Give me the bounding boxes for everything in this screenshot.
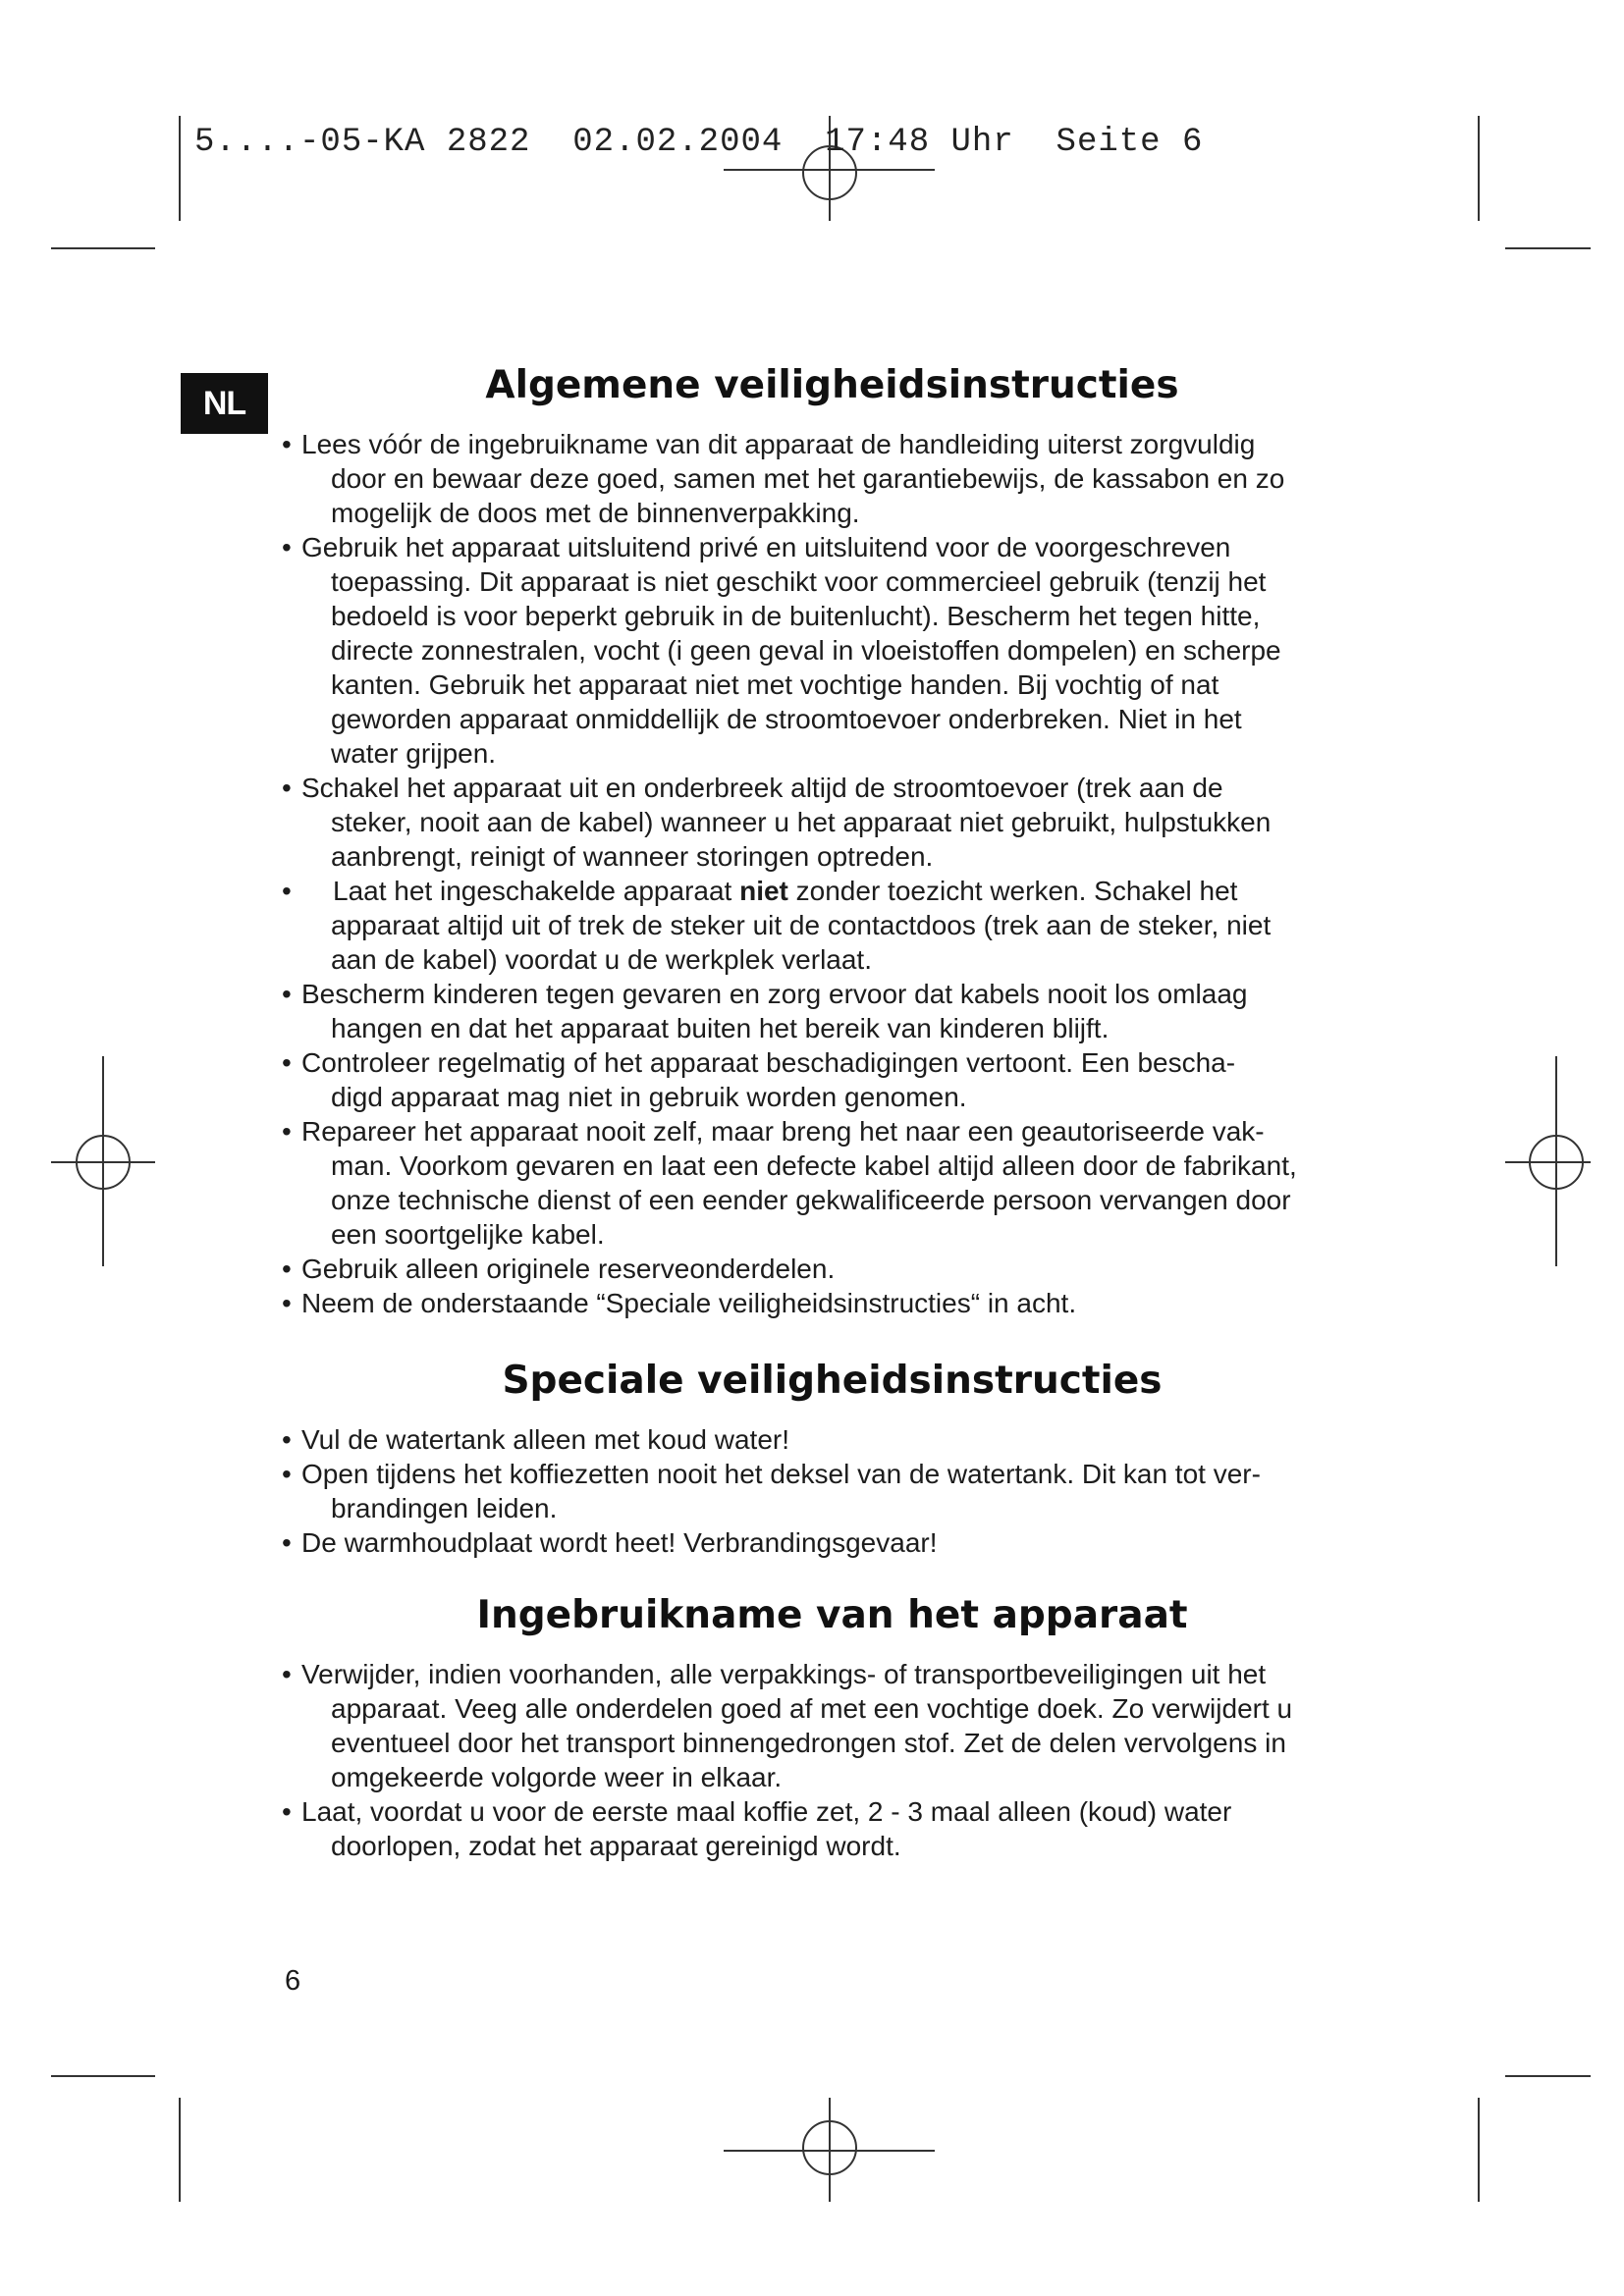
general-safety-list bbox=[282, 427, 1396, 1320]
list-item: • Open tijdens het koffiezetten nooit het deksel van de watertank. Dit kan tot ver- brandingen leiden. bbox=[282, 1459, 1261, 1523]
section-title-first-use: Ingebruikname van het apparaat bbox=[476, 1593, 1188, 1637]
print-slug-line: 5....-05-KA 2822 02.02.2004 17:48 Uhr Seite 6 bbox=[194, 124, 1204, 161]
list-item: • Schakel het apparaat uit en onderbreek altijd de stroomtoevoer (trek aan de steker, nooit aan de kabel) wanneer u het apparaat niet gebruikt, hulpstukken aanbrengt, reinigt of wanneer storingen optreden. bbox=[282, 773, 1272, 872]
special-safety-list bbox=[282, 1422, 1396, 1560]
section-title-special-safety: Speciale veiligheidsinstructies bbox=[502, 1359, 1163, 1403]
language-tab: NL bbox=[181, 373, 268, 434]
list-item: • Bescherm kinderen tegen gevaren en zorg ervoor dat kabels nooit los omlaag hangen en dat het apparaat buiten het bereik van kinderen blijft. bbox=[282, 979, 1248, 1043]
list-item: • Gebruik het apparaat uitsluitend privé en uitsluitend voor de voorgeschreven toepassing. Dit apparaat is niet geschikt voor commercieel gebruik (tenzij het bedoeld is voor beperkt gebruik in de buitenlucht). Bescherm het tegen hitte, directe zonnestralen, vocht (i geen geval in vloeistoffen dompelen) en scherpe kanten. Gebruik het apparaat niet met vochtige handen. Bij vochtig of nat geworden apparaat onmiddellijk de stroomtoevoer onderbreken. Niet in het water grijpen. bbox=[282, 532, 1281, 769]
list-item: • Vul de watertank alleen met koud water! bbox=[282, 1424, 790, 1455]
page-number: 6 bbox=[285, 1965, 301, 1997]
list-item: • Verwijder, indien voorhanden, alle verpakkings- of transportbeveiligingen uit het apparaat. Veeg alle onderdelen goed af met een vochtige doek. Zo verwijdert u eventueel door het transport binnengedrongen stof. Zet de delen vervolgens in omgekeerde volgorde weer in elkaar. bbox=[282, 1659, 1293, 1792]
list-item: • De warmhoudplaat wordt heet! Verbrandingsgevaar! bbox=[282, 1527, 938, 1558]
section-title-general-safety: Algemene veiligheidsinstructies bbox=[485, 363, 1179, 407]
list-item: • Neem de onderstaande “Speciale veiligheidsinstructies“ in acht. bbox=[282, 1288, 1077, 1318]
list-item: • Laat, voordat u voor de eerste maal koffie zet, 2 - 3 maal alleen (koud) water doorlopen, zodat het apparaat gereinigd wordt. bbox=[282, 1796, 1232, 1861]
list-item: • Lees vóór de ingebruikname van dit apparaat de handleiding uiterst zorgvuldig door en bewaar deze goed, samen met het garantiebewijs, de kassabon en zo mogelijk de doos met de binnenverpakking. bbox=[282, 429, 1285, 528]
list-item: • Repareer het apparaat nooit zelf, maar breng het naar een geautoriseerde vak- man. Voorkom gevaren en laat een defecte kabel altijd alleen door de fabrikant, onze technische dienst of een eender gekwalificeerde persoon vervangen door een soortgelijke kabel. bbox=[282, 1116, 1297, 1250]
list-item: • Controleer regelmatig of het apparaat beschadigingen vertoont. Een bescha- digd apparaat mag niet in gebruik worden genomen. bbox=[282, 1047, 1236, 1112]
list-item: • Gebruik alleen originele reserveonderdelen. bbox=[282, 1254, 836, 1284]
first-use-list bbox=[282, 1657, 1396, 1863]
list-item: • Laat het ingeschakelde apparaat niet zonder toezicht werken. Schakel het apparaat altijd uit of trek de steker uit de contactdoos (trek aan de steker, niet aan de kabel) voordat u de werkplek verlaat. bbox=[282, 876, 1272, 975]
